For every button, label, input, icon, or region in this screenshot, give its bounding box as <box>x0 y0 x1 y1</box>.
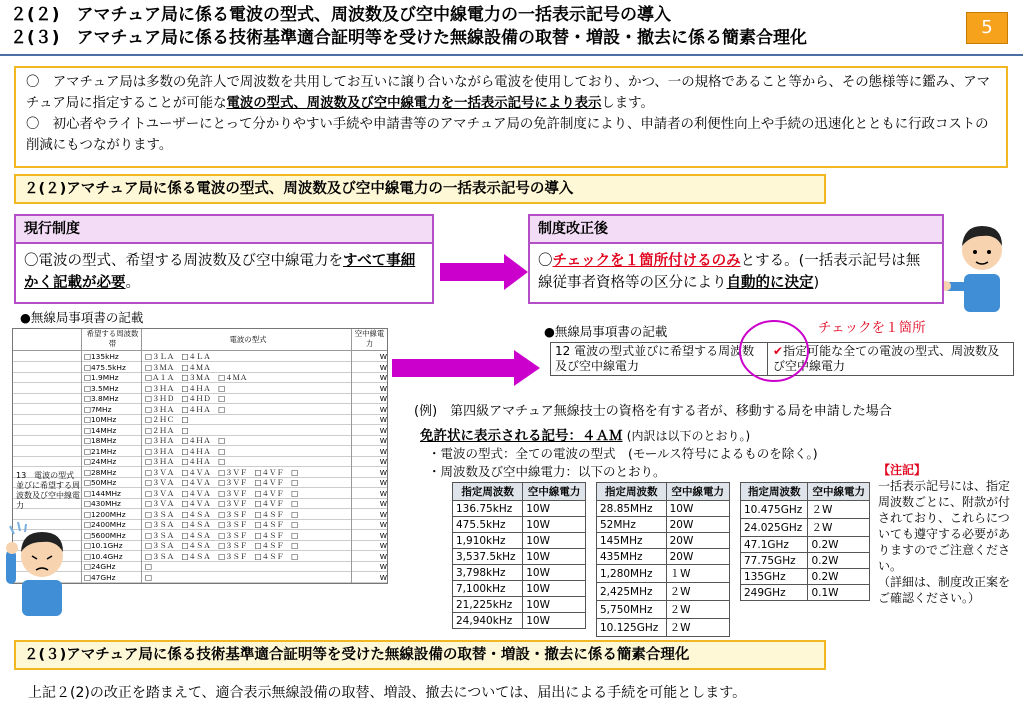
form-row-freq: □3.8MHz <box>81 393 141 404</box>
check-row-right: ✔指定可能な全ての電波の型式、周波数及び空中線電力 <box>773 344 1000 373</box>
footer-text: 上記２(2)の改正を踏まえて、適合表示無線設備の取替、増設、撤去については、届出による手続を可能とします。 <box>28 685 747 701</box>
form-col-power: 空中線電力 <box>351 329 388 351</box>
reform-body: 〇チェックを１箇所付けるのみとする。(一括表示記号は無線従事者資格等の区分により自動的に決定) <box>528 244 944 304</box>
form-row-type: □ <box>141 561 351 572</box>
form-row-power: W <box>351 393 388 404</box>
section-2-2-heading: ２(２)アマチュア局に係る電波の型式、周波数及び空中線電力の一括表示記号の導入 <box>14 174 826 204</box>
person-thinking-icon <box>4 520 82 616</box>
form-row-type: □３ＳＡ □４ＳＡ □３ＳＦ □４ＳＦ □ <box>141 519 351 530</box>
form-row-freq: □10.1GHz <box>81 540 141 551</box>
power-cell: 10W <box>523 597 586 613</box>
arrow-right-icon-2 <box>392 348 542 388</box>
form-row <box>13 362 388 373</box>
form-row-type: □３ＳＡ □４ＳＡ □３ＳＦ □４ＳＦ □ <box>141 530 351 541</box>
freq-cell: 3,537.5kHz <box>453 549 523 565</box>
form-row-freq: □5600MHz <box>81 530 141 541</box>
form-row-power: W <box>351 467 388 478</box>
power-cell: 20W <box>666 549 729 565</box>
table-row <box>741 501 870 519</box>
freq-cell: 5,750MHz <box>597 601 667 619</box>
form-col-freq: 希望する周波数帯 <box>81 329 141 351</box>
table-row <box>597 583 730 601</box>
form-row-type: □３ＳＡ □４ＳＡ □３ＳＦ □４ＳＦ □ <box>141 540 351 551</box>
form-row-type: □３ＨＡ □４ＨＡ □ <box>141 446 351 457</box>
reform-box <box>528 214 944 304</box>
form-row-type: □ <box>141 572 351 583</box>
table-row <box>597 533 730 549</box>
form-row-type: □３ＳＡ □４ＳＡ □３ＳＦ □４ＳＦ □ <box>141 551 351 562</box>
power-cell: 10W <box>666 501 729 517</box>
emission-type-line: ・電波の型式：全ての電波の型式 (モールス符号によるものを除く。) <box>428 446 818 461</box>
form-row <box>13 446 388 457</box>
note-title: 【注記】 <box>878 463 927 477</box>
freq-cell: 52MHz <box>597 517 667 533</box>
freq-cell: 7,100kHz <box>453 581 523 597</box>
form-row-type: □３ＨＤ □４ＨＤ □ <box>141 393 351 404</box>
form-row-freq: □475.5kHz <box>81 362 141 373</box>
form-side-label: 13 電波の型式並びに希望する周波数及び空中線電力 <box>16 471 80 510</box>
current-system-box <box>14 214 434 304</box>
note-body: 一括表示記号には、指定周波数ごとに、附款が付されており、これらについても遵守する必要がありますのでご注意ください。 <box>878 479 1011 573</box>
table-row <box>741 553 870 569</box>
power-cell: １W <box>666 565 729 583</box>
license-symbol-line: 免許状に表示される記号：４ＡＭ (内訳は以下のとおり。) <box>420 428 751 444</box>
form-row-power: W <box>351 446 388 457</box>
form-row-freq: □10.4GHz <box>81 551 141 562</box>
table-row <box>453 501 586 517</box>
form-row-power: W <box>351 540 388 551</box>
freq-cell: 2,425MHz <box>597 583 667 601</box>
power-cell: 10W <box>523 549 586 565</box>
power-cell: 0.2W <box>808 569 870 585</box>
table-row <box>741 569 870 585</box>
power-cell: 0.2W <box>808 553 870 569</box>
form-row-freq: □2400MHz <box>81 519 141 530</box>
freq-cell: 435MHz <box>597 549 667 565</box>
power-cell: 10W <box>523 581 586 597</box>
freq-cell: 1,280MHz <box>597 565 667 583</box>
form-row-power: W <box>351 488 388 499</box>
freq-cell: 24.025GHz <box>741 519 808 537</box>
section-2-3-heading: ２(３)アマチュア局に係る技術基準適合証明等を受けた無線設備の取替・増設・撤去に係る簡素合理化 <box>14 640 826 670</box>
table-row <box>597 549 730 565</box>
power-cell: ２W <box>666 619 729 637</box>
highlight-circle <box>736 318 812 384</box>
form-row-type: □３ＶＡ □４ＶＡ □３ＶＦ □４ＶＦ □ <box>141 467 351 478</box>
form-row-power: W <box>351 509 388 520</box>
power-cell: 10W <box>523 501 586 517</box>
table-row <box>597 501 730 517</box>
form-row-freq: □144MHz <box>81 488 141 499</box>
freq-cell: 10.475GHz <box>741 501 808 519</box>
header-line-2: ２(３) アマチュア局に係る技術基準適合証明等を受けた無線設備の取替・増設・撤去に係る簡素合理化 <box>10 28 808 48</box>
form-row-freq: □28MHz <box>81 467 141 478</box>
table-row <box>453 597 586 613</box>
power-cell: 0.2W <box>808 537 870 553</box>
table-row <box>597 517 730 533</box>
form-row-power: W <box>351 372 388 383</box>
freq-cell: 135GHz <box>741 569 808 585</box>
form-row <box>13 351 388 362</box>
form-row-power: W <box>351 477 388 488</box>
form-row-freq: □21MHz <box>81 446 141 457</box>
form-row-freq: □47GHz <box>81 572 141 583</box>
freq-cell: 24,940kHz <box>453 613 523 629</box>
freq-cell: 10.125GHz <box>597 619 667 637</box>
form-row <box>13 404 388 415</box>
form-row-power: W <box>351 519 388 530</box>
form-row-power: W <box>351 404 388 415</box>
table-row <box>597 601 730 619</box>
form-row-freq: □10MHz <box>81 414 141 425</box>
form-row-power: W <box>351 435 388 446</box>
power-cell: 10W <box>523 517 586 533</box>
power-cell: ２W <box>808 501 870 519</box>
form-row-power: W <box>351 498 388 509</box>
intro-paragraph-2: 〇 初心者やライトユーザーにとって分かりやすい手続や申請書等のアマチュア局の免許制度により、申請者の利便性向上や手続の迅速化とともに行政コストの削減にもつながります。 <box>26 117 989 153</box>
freq-table-3: 指定周波数 空中線電力 10.475GHz ２W 24.025GHz ２W 47.1GHz 0.2W 77.75GHz 0.2W 135GHz 0.2W 249GHz 0.1W <box>740 482 870 601</box>
form-row-power: W <box>351 530 388 541</box>
freq-cell: 28.85MHz <box>597 501 667 517</box>
form-row-freq: □24MHz <box>81 456 141 467</box>
power-cell: 10W <box>523 613 586 629</box>
checkmark-icon: ✔ <box>773 344 784 358</box>
form-row-type: □３ＳＡ □４ＳＡ □３ＳＦ □４ＳＦ □ <box>141 509 351 520</box>
person-pointing-icon <box>944 216 1016 312</box>
form-row-power: W <box>351 362 388 373</box>
freq-cell: 475.5kHz <box>453 517 523 533</box>
table-row <box>453 533 586 549</box>
table-row <box>453 581 586 597</box>
form-row-type: □３ＨＡ □４ＨＡ □ <box>141 435 351 446</box>
intro-emphasis: 電波の型式、周波数及び空中線電力を一括表示記号により表示 <box>226 96 602 111</box>
form-row-type: □３ＨＡ □４ＨＡ □ <box>141 383 351 394</box>
intro-box <box>14 66 1008 168</box>
table-row <box>741 537 870 553</box>
freq-cell: 249GHz <box>741 585 808 601</box>
example-intro: (例) 第四級アマチュア無線技士の資格を有する者が、移動する局を申請した場合 <box>414 404 892 419</box>
form-row-power: W <box>351 414 388 425</box>
form-row-type: □３ＭＡ □４ＭＡ <box>141 362 351 373</box>
form-row-freq: □1.9MHz <box>81 372 141 383</box>
freq-cell: 21,225kHz <box>453 597 523 613</box>
freq-cell: 1,910kHz <box>453 533 523 549</box>
form-row-type: □２ＨＡ □ <box>141 425 351 436</box>
form-row-freq: □50MHz <box>81 477 141 488</box>
form-row-power: W <box>351 351 388 362</box>
form-row-type: □３ＨＡ □４ＨＡ □ <box>141 404 351 415</box>
check-label: チェックを１箇所 <box>818 320 926 336</box>
header-divider <box>0 54 1023 56</box>
freq-cell: 145MHz <box>597 533 667 549</box>
form-row <box>13 456 388 467</box>
form-row-power: W <box>351 572 388 583</box>
power-cell: ２W <box>808 519 870 537</box>
form-row <box>13 414 388 425</box>
left-form-caption: ●無線局事項書の記載 <box>20 310 144 325</box>
freq-power-line: ・周波数及び空中線電力：以下のとおり。 <box>428 464 666 479</box>
freq-cell: 3,798kHz <box>453 565 523 581</box>
form-row-type: □３ＬＡ □４ＬＡ <box>141 351 351 362</box>
form-row-power: W <box>351 551 388 562</box>
form-row-freq: □3.5MHz <box>81 383 141 394</box>
table-row <box>597 565 730 583</box>
freq-table-1: 指定周波数 空中線電力 136.75kHz 10W 475.5kHz 10W 1,910kHz 10W 3,537.5kHz 10W 3,798kHz 10W 7,100kHz 10W 21,225kHz 10W 24,940kHz 10W <box>452 482 586 629</box>
header-title <box>10 4 807 50</box>
check-row-left: 12 電波の型式並びに希望する周波数及び空中線電力 <box>555 344 755 373</box>
form-row <box>13 425 388 436</box>
reform-heading: 制度改正後 <box>528 214 944 244</box>
form-row-power: W <box>351 456 388 467</box>
note-detail: （詳細は、制度改正案をご確認ください。） <box>878 575 1011 605</box>
form-row-type: □３ＨＡ □４ＨＡ □ <box>141 456 351 467</box>
form-row <box>13 435 388 446</box>
form-row-freq: □18MHz <box>81 435 141 446</box>
page-number-badge: 5 <box>966 12 1008 44</box>
freq-table-2: 指定周波数 空中線電力 28.85MHz 10W 52MHz 20W 145MHz 20W 435MHz 20W 1,280MHz １W 2,425MHz ２W 5,750MHz ２W 10.125GHz ２W <box>596 482 730 637</box>
form-row-freq: □135kHz <box>81 351 141 362</box>
form-row <box>13 393 388 404</box>
freq-cell: 47.1GHz <box>741 537 808 553</box>
power-cell: ２W <box>666 583 729 601</box>
form-row <box>13 383 388 394</box>
right-form-caption: ●無線局事項書の記載 <box>544 324 668 339</box>
form-row-freq: □1200MHz <box>81 509 141 520</box>
form-row-freq: □7MHz <box>81 404 141 415</box>
power-cell: 20W <box>666 533 729 549</box>
freq-cell: 136.75kHz <box>453 501 523 517</box>
table-row <box>453 549 586 565</box>
power-cell: 10W <box>523 565 586 581</box>
form-row-type: □３ＶＡ □４ＶＡ □３ＶＦ □４ＶＦ □ <box>141 498 351 509</box>
power-cell: 10W <box>523 533 586 549</box>
current-system-heading: 現行制度 <box>14 214 434 244</box>
form-row-power: W <box>351 425 388 436</box>
arrow-right-icon <box>440 252 530 292</box>
power-cell: 0.1W <box>808 585 870 601</box>
table-row <box>741 519 870 537</box>
freq-cell: 77.75GHz <box>741 553 808 569</box>
power-cell: 20W <box>666 517 729 533</box>
power-cell: ２W <box>666 601 729 619</box>
form-row-freq: □430MHz <box>81 498 141 509</box>
table-row <box>453 517 586 533</box>
form-row-power: W <box>351 383 388 394</box>
table-row <box>741 585 870 601</box>
form-row-freq: □24GHz <box>81 561 141 572</box>
note-box <box>878 462 1018 606</box>
table-row <box>453 613 586 629</box>
form-row-freq: □14MHz <box>81 425 141 436</box>
current-system-body: 〇電波の型式、希望する周波数及び空中線電力をすべて事細かく記載が必要。 <box>14 244 434 304</box>
form-row <box>13 372 388 383</box>
form-col-type: 電波の型式 <box>141 329 351 351</box>
header-line-1: ２(２) アマチュア局に係る電波の型式、周波数及び空中線電力の一括表示記号の導入 <box>10 5 672 25</box>
intro-paragraph-1: 〇 アマチュア局は多数の免許人で周波数を共用してお互いに譲り合いながら電波を使用しており、かつ、一の規格であること等から、その態様等に鑑み、アマチュア局に指定することが可能な電波の型式、周波数及び空中線電力を一括表示記号により表示します。 <box>26 75 990 111</box>
form-row-type: □２ＨＣ □ <box>141 414 351 425</box>
form-row-type: □３ＶＡ □４ＶＡ □３ＶＦ □４ＶＦ □ <box>141 477 351 488</box>
form-row-type: □Ａ１Ａ □３ＭＡ □４ＭＡ <box>141 372 351 383</box>
form-row-power: W <box>351 561 388 572</box>
table-row <box>597 619 730 637</box>
table-row <box>453 565 586 581</box>
form-row-type: □３ＶＡ □４ＶＡ □３ＶＦ □４ＶＦ □ <box>141 488 351 499</box>
